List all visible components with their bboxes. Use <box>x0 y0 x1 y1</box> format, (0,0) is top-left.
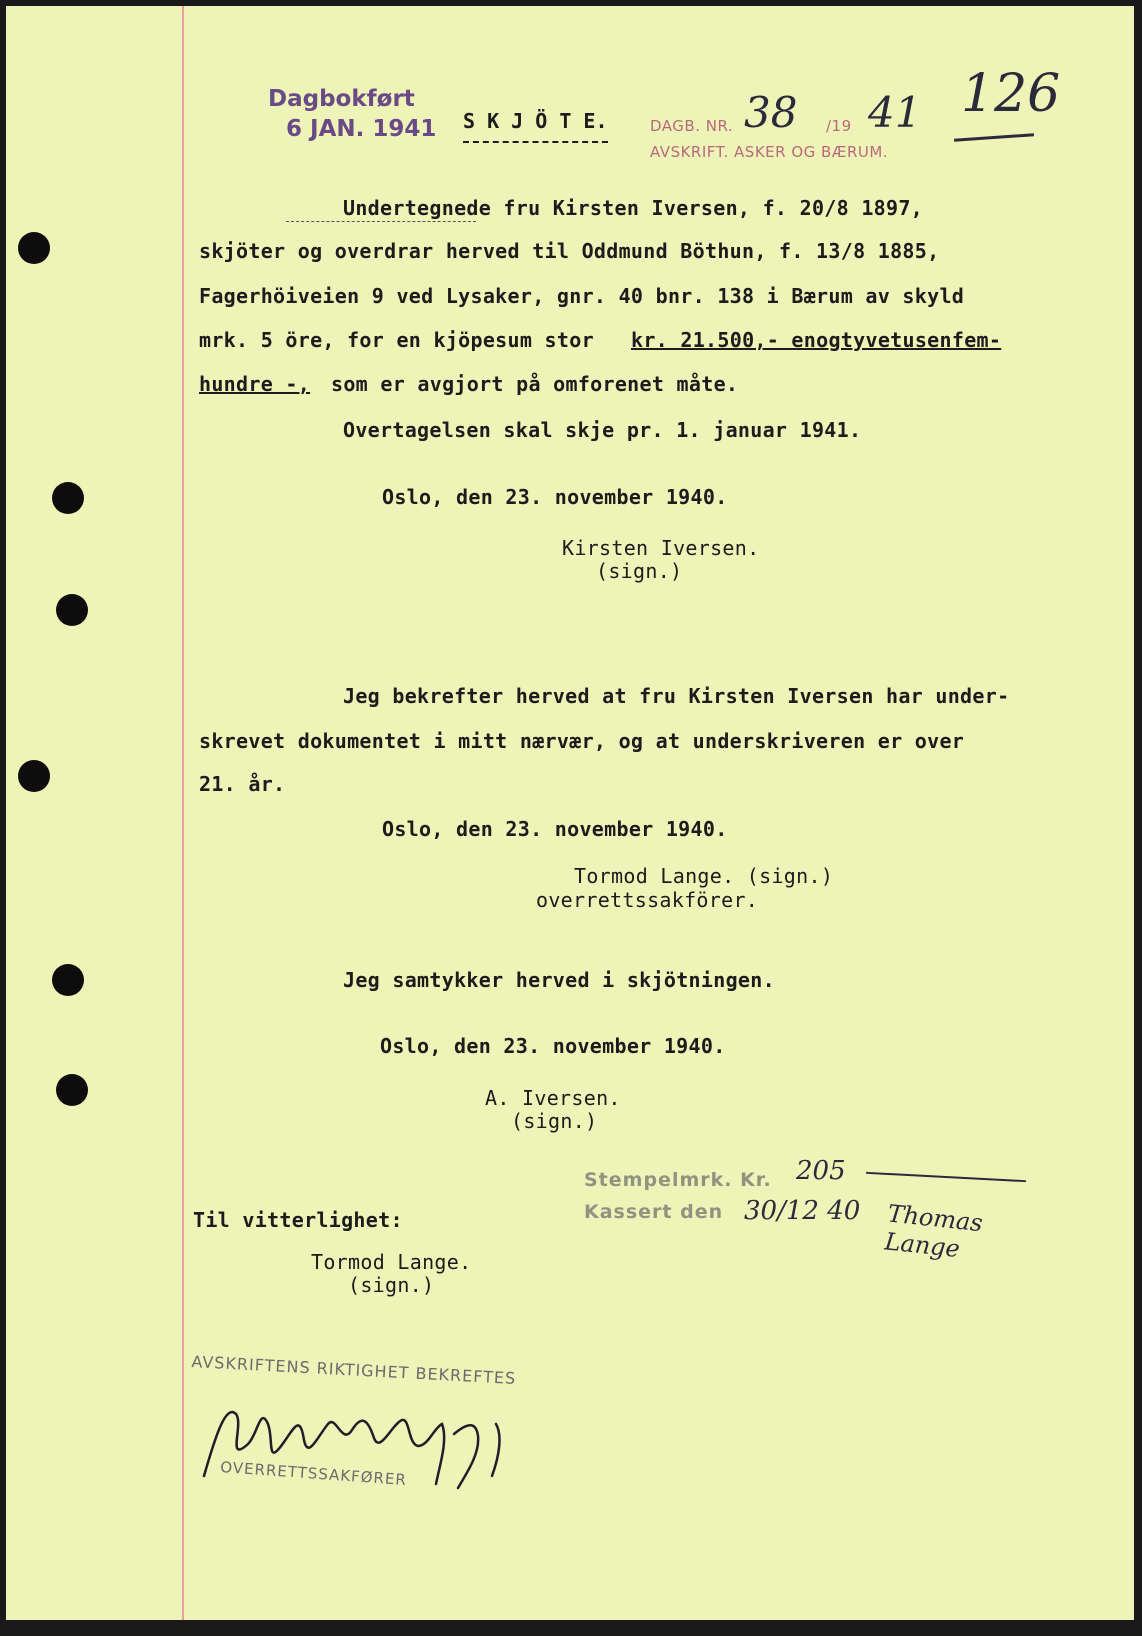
date-line-1: Oslo, den 23. november 1940. <box>382 485 728 509</box>
dagb-number: 38 <box>744 88 798 137</box>
body-line-4b: kr. 21.500,- enogtyvetusenfem- <box>631 328 1002 352</box>
signature-4-sign: (sign.) <box>348 1273 435 1297</box>
witness-label: Til vitterlighet: <box>193 1208 403 1232</box>
stempel-amount: 205 <box>796 1156 846 1186</box>
page-number: 126 <box>961 64 1061 124</box>
confirm-line-3: 21. år. <box>199 772 286 796</box>
body-line-5a: hundre -, <box>199 372 311 396</box>
page-number-underline <box>954 133 1034 142</box>
punch-hole <box>56 594 88 626</box>
stempel-date: 30/12 40 <box>744 1196 861 1226</box>
stamp-dagbokfort: Dagbokført <box>268 86 415 112</box>
punch-hole <box>52 482 84 514</box>
punch-hole <box>18 760 50 792</box>
stempel-line-2: Kassert den <box>584 1201 724 1223</box>
signature-2-title: overrettssakförer. <box>536 888 759 912</box>
year-prefix: /19 <box>826 117 852 135</box>
body-line-3: Fagerhöiveien 9 ved Lysaker, gnr. 40 bnr. 138 i Bærum av skyld <box>199 284 965 308</box>
overrett-stamp: OVERRETTSSAKFØRER <box>219 1458 408 1489</box>
signature-1-name: Kirsten Iversen. <box>562 536 760 560</box>
date-line-3: Oslo, den 23. november 1940. <box>380 1034 726 1058</box>
confirm-line-1: Jeg bekrefter herved at fru Kirsten Iversen har under- <box>343 684 1010 708</box>
confirm-line-2: skrevet dokumentet i mitt nærvær, og at underskriveren er over <box>199 729 965 753</box>
consent-line-1: Jeg samtykker herved i skjötningen. <box>343 968 775 992</box>
dotted-rule <box>286 220 476 222</box>
punch-hole <box>18 232 50 264</box>
body-line-2: skjöter og overdrar herved til Oddmund Böthun, f. 13/8 1885, <box>199 239 940 263</box>
margin-line <box>182 6 184 1620</box>
signature-2-name: Tormod Lange. (sign.) <box>574 864 834 888</box>
signature-3-sign: (sign.) <box>511 1109 598 1133</box>
date-line-2: Oslo, den 23. november 1940. <box>382 817 728 841</box>
riktighet-stamp: AVSKRIFTENS RIKTIGHET BEKREFTES <box>191 1352 517 1388</box>
signature-4-name: Tormod Lange. <box>311 1250 472 1274</box>
body-line-6: Overtagelsen skal skje pr. 1. januar 1941. <box>343 418 862 442</box>
dagb-label: DAGB. NR. <box>650 117 734 135</box>
year-suffix: 41 <box>868 88 922 137</box>
stamp-date: 6 JAN. 1941 <box>286 116 437 142</box>
stempel-stroke <box>866 1172 1026 1182</box>
signature-3-name: A. Iversen. <box>485 1086 621 1110</box>
document-title: S K J Ö T E. <box>463 109 608 143</box>
body-line-5b: som er avgjort på omforenet måte. <box>331 372 739 396</box>
avskrift-stamp: AVSKRIFT. ASKER OG BÆRUM. <box>650 143 889 161</box>
body-line-4a: mrk. 5 öre, for en kjöpesum stor <box>199 328 594 352</box>
document-page <box>6 6 1134 1620</box>
stempel-line-1: Stempelmrk. Kr. <box>584 1169 772 1191</box>
stempel-signature: Thomas Lange <box>883 1199 985 1264</box>
body-line-1: Undertegnede fru Kirsten Iversen, f. 20/8 1897, <box>343 196 924 220</box>
punch-hole <box>56 1074 88 1106</box>
punch-hole <box>52 964 84 996</box>
signature-1-sign: (sign.) <box>596 559 683 583</box>
